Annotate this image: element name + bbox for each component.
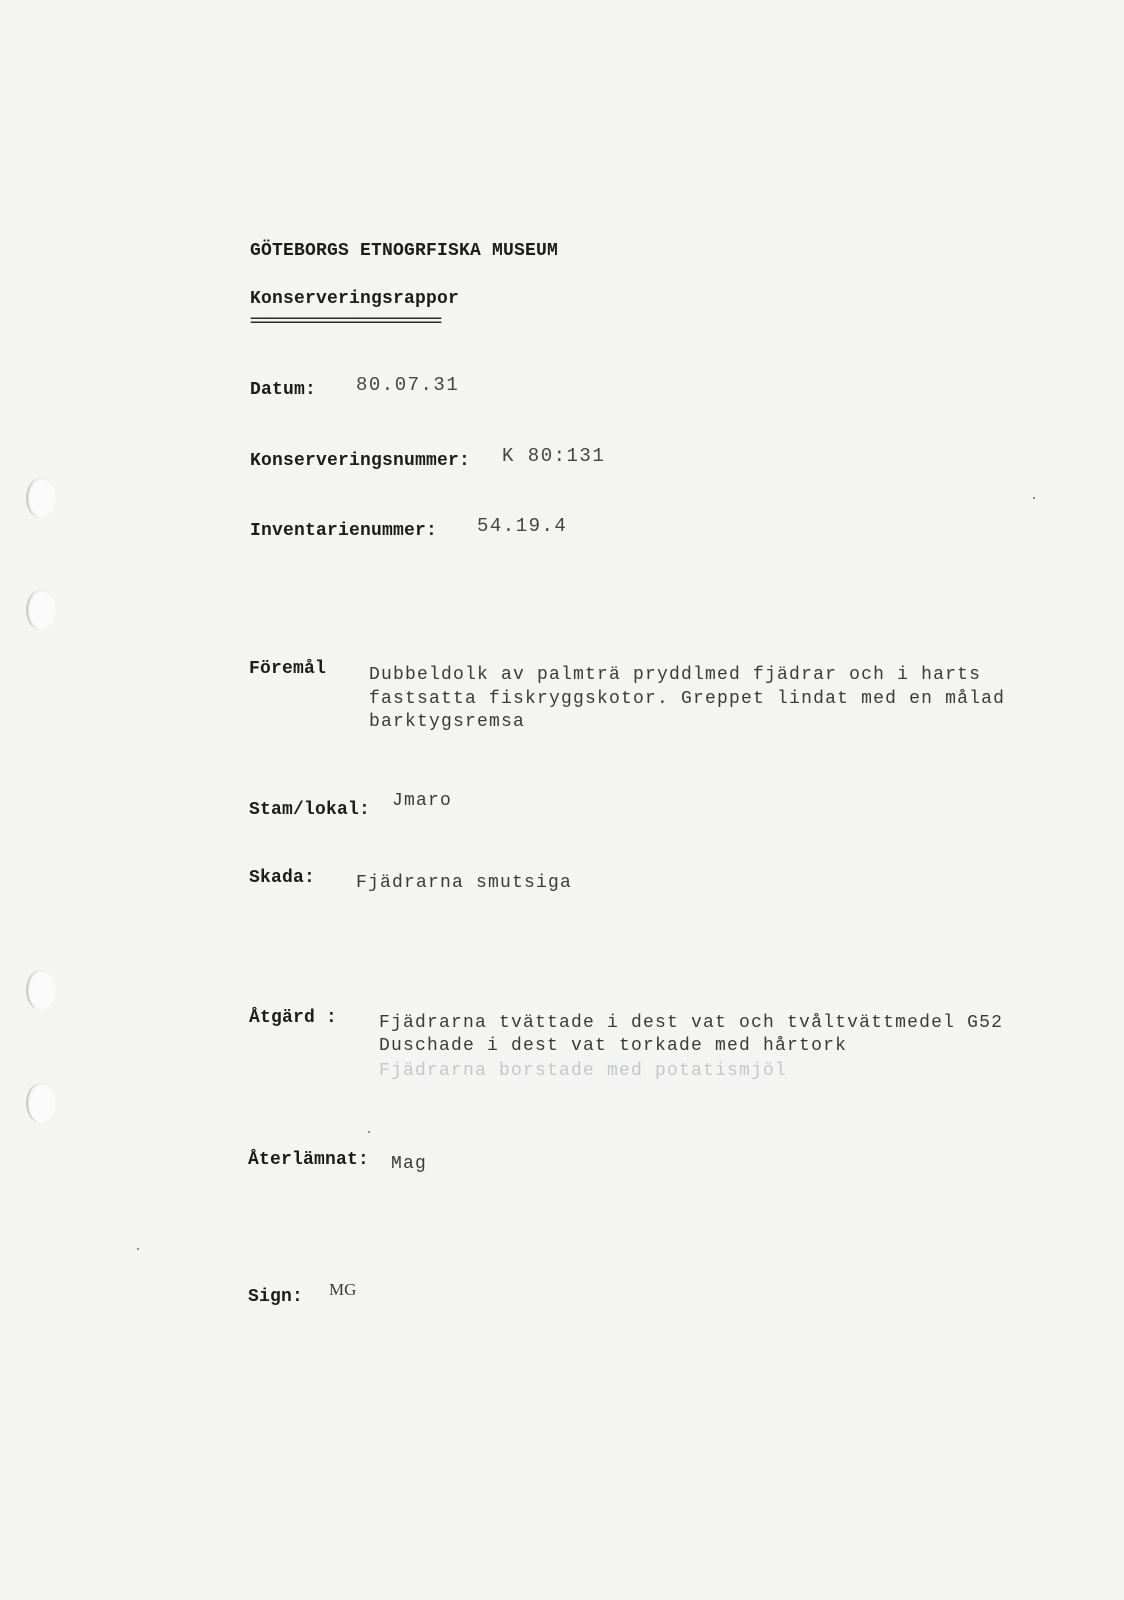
aterlamnat-label: Återlämnat: bbox=[248, 1150, 370, 1170]
inventarienummer-value: 54.19.4 bbox=[477, 515, 568, 537]
datum-label: Datum: bbox=[250, 380, 317, 400]
atgard-label: Åtgärd : bbox=[249, 1008, 338, 1028]
atgard-line-faded: Fjädrarna borstade med potatismjöl bbox=[379, 1061, 788, 1081]
punch-hole bbox=[26, 1083, 56, 1123]
stam-lokal-value: Jmaro bbox=[392, 791, 453, 811]
punch-hole bbox=[26, 970, 56, 1010]
foremal-label: Föremål bbox=[249, 659, 327, 679]
report-title: Konserveringsrappor bbox=[250, 289, 460, 309]
stam-lokal-label: Stam/lokal: bbox=[249, 800, 371, 820]
sign-value: MG bbox=[329, 1280, 357, 1299]
sign-label: Sign: bbox=[248, 1287, 304, 1307]
institution-name: GÖTEBORGS ETNOGRFISKA MUSEUM bbox=[250, 241, 559, 261]
punch-hole bbox=[26, 478, 56, 518]
konserveringsnummer-value: K 80:131 bbox=[502, 445, 606, 467]
skada-label: Skada: bbox=[249, 868, 316, 888]
paper-speck bbox=[137, 1248, 139, 1250]
title-underline: ============================ bbox=[250, 314, 441, 330]
inventarienummer-label: Inventarienummer: bbox=[250, 521, 438, 541]
foremal-line: fastsatta fiskryggskotor. Greppet lindat med en målad bbox=[369, 689, 1006, 709]
punch-hole bbox=[26, 590, 56, 630]
datum-value: 80.07.31 bbox=[356, 374, 460, 396]
foremal-line: Dubbeldolk av palmträ pryddlmed fjädrar och i harts bbox=[369, 665, 982, 685]
paper-speck bbox=[368, 1131, 370, 1133]
paper-speck bbox=[1033, 497, 1035, 499]
aterlamnat-value: Mag bbox=[391, 1154, 428, 1174]
konserveringsnummer-label: Konserveringsnummer: bbox=[250, 451, 471, 471]
atgard-line: Fjädrarna tvättade i dest vat och tvåltvättmedel G52 bbox=[379, 1013, 1004, 1033]
atgard-line: Duschade i dest vat torkade med hårtork bbox=[379, 1036, 848, 1056]
skada-value: Fjädrarna smutsiga bbox=[356, 873, 573, 893]
foremal-line: barktygsremsa bbox=[369, 712, 526, 732]
